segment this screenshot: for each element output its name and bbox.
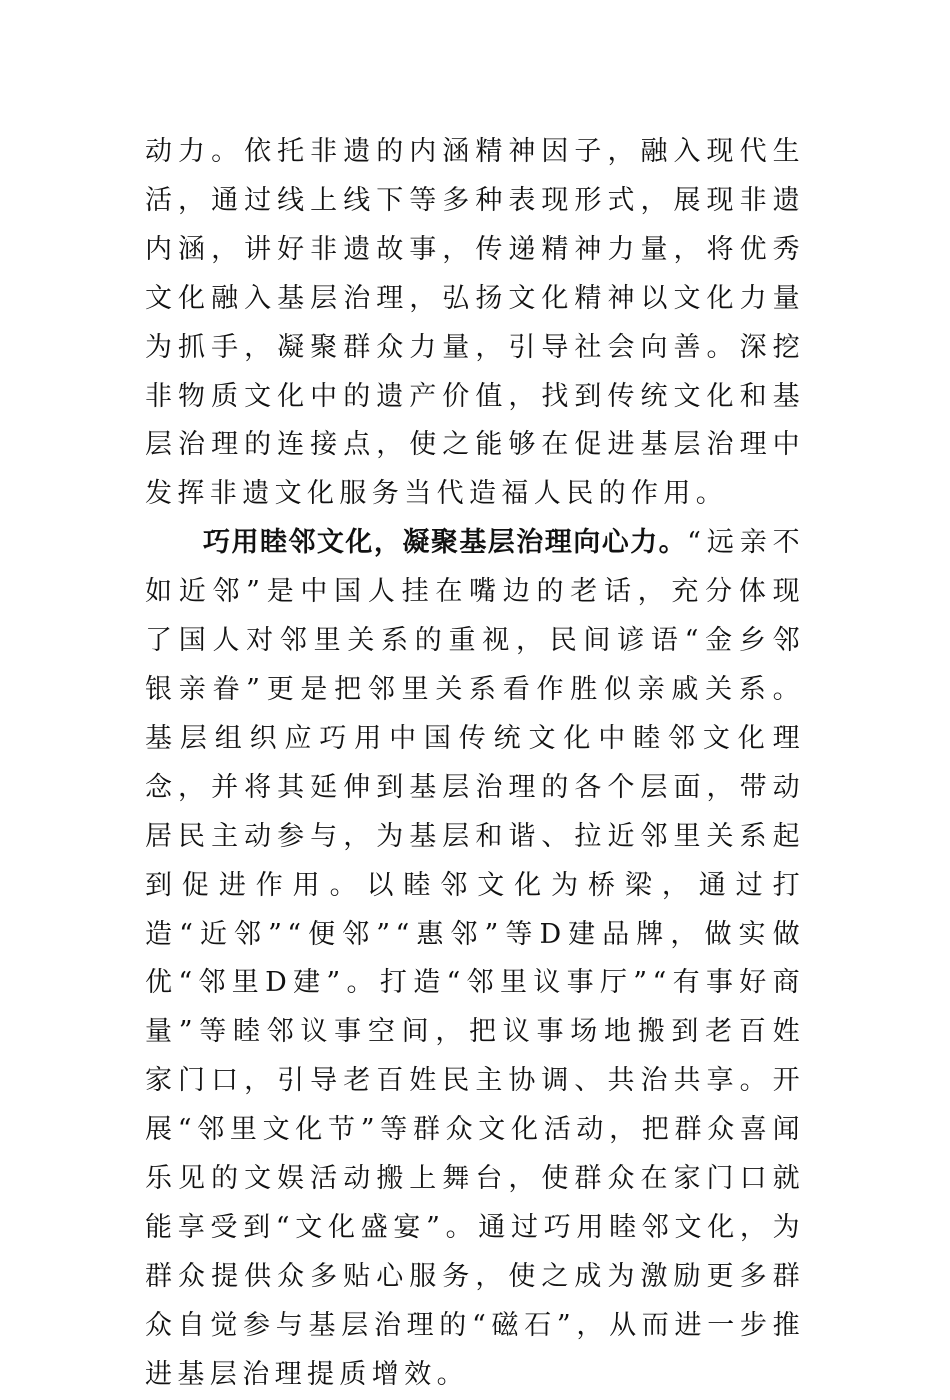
paragraph-1-text: 动力。依托非遗的内涵精神因子，融入现代生活，通过线上线下等多种表现形式，展现非遗内涵，讲好非遗故事，传递精神力量，将优秀文化融入基层治理，弘扬文化精神以文化力量为抓手，凝聚群众力量，引导社会向善。深挖非物质文化中的遗产价值，找到传统文化和基层治理的连接点，使之能够在促进基层治理中发挥非遗文化服务当代造福人民的作用。 xyxy=(145,136,805,510)
body-text xyxy=(145,128,805,1400)
paragraph-1 xyxy=(145,128,805,519)
paragraph-2 xyxy=(145,519,805,1399)
paragraph-2-text: “远亲不如近邻”是中国人挂在嘴边的老话，充分体现了国人对邻里关系的重视，民间谚语“金乡邻银亲眷”更是把邻里关系看作胜似亲戚关系。基层组织应巧用中国传统文化中睦邻文化理念，并将其延伸到基层治理的各个层面，带动居民主动参与，为基层和谐、拉近邻里关系起到促进作用。以睦邻文化为桥梁，通过打造“近邻”“便邻”“惠邻”等D建品牌，做实做优“邻里D建”。打造“邻里议事厅”“有事好商量”等睦邻议事空间，把议事场地搬到老百姓家门口，引导老百姓民主协调、共治共享。开展“邻里文化节”等群众文化活动，把群众喜闻乐见的文娱活动搬上舞台，使群众在家门口就能享受到“文化盛宴”。通过巧用睦邻文化，为群众提供众多贴心服务，使之成为激励更多群众自觉参与基层治理的“磁石”，从而进一步推进基层治理提质增效。 xyxy=(145,527,805,1390)
paragraph-2-lead-heading: 巧用睦邻文化，凝聚基层治理向心力。 xyxy=(203,527,688,559)
